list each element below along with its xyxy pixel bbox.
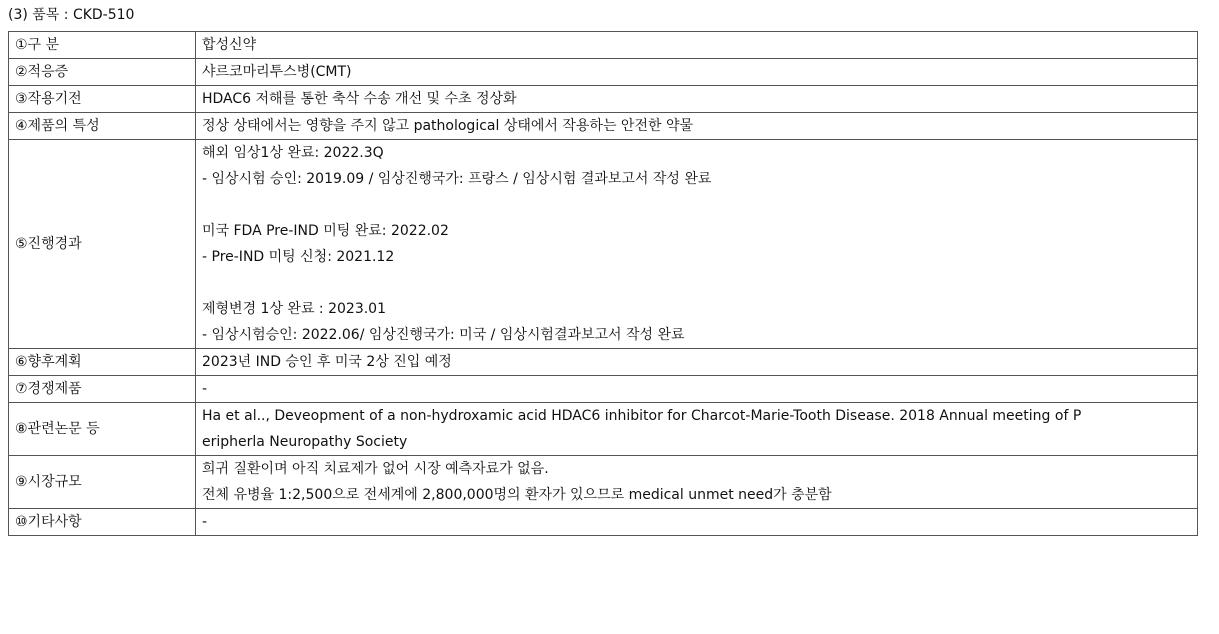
value-line: 전체 유병율 1:2,500으로 전세계에 2,800,000명의 환자가 있으므로 medical unmet need가 충분함: [202, 487, 832, 503]
row-value: [196, 456, 1198, 509]
value-line: - 임상시험승인: 2022.06/ 임상진행국가: 미국 / 임상시험결과보고서 작성 완료: [202, 327, 685, 343]
product-spec-table: [8, 31, 1198, 536]
value-line: 희귀 질환이며 아직 치료제가 없어 시장 예측자료가 없음.: [202, 461, 549, 477]
row-value: [196, 140, 1198, 349]
row-label: ⑤진행경과: [9, 140, 196, 349]
value-line: - Pre-IND 미팅 신청: 2021.12: [202, 249, 395, 265]
blank-line: [202, 192, 1191, 218]
table-row: [9, 113, 1198, 140]
row-label: ⑨시장규모: [9, 456, 196, 509]
table-row: [9, 349, 1198, 376]
row-label: ⑥향후계획: [9, 349, 196, 376]
row-value: [196, 113, 1198, 140]
row-label: ②적응증: [9, 59, 196, 86]
table-row: [9, 32, 1198, 59]
value-line: 2023년 IND 승인 후 미국 2상 진입 예정: [202, 354, 452, 370]
row-label: ④제품의 특성: [9, 113, 196, 140]
value-line: 제형변경 1상 완료 : 2023.01: [202, 301, 386, 317]
row-label: ⑧관련논문 등: [9, 403, 196, 456]
row-label: ③작용기전: [9, 86, 196, 113]
row-label: ⑩기타사항: [9, 509, 196, 536]
value-line: Ha et al.., Deveopment of a non-hydroxamic acid HDAC6 inhibitor for Charcot-Marie-Tooth Disease. 2018 Annual meeting of P: [202, 408, 1082, 424]
value-line: -: [202, 381, 208, 397]
row-value: [196, 509, 1198, 536]
item-heading: (3) 품목 : CKD-510: [8, 7, 135, 23]
value-line: -: [202, 514, 208, 530]
row-label: ①구 분: [9, 32, 196, 59]
value-line: 샤르코마리투스병(CMT): [202, 64, 352, 80]
blank-line: [202, 270, 1191, 296]
table-row: [9, 456, 1198, 509]
row-value: [196, 86, 1198, 113]
value-line: - 임상시험 승인: 2019.09 / 임상진행국가: 프랑스 / 임상시험 결과보고서 작성 완료: [202, 171, 712, 187]
row-value: [196, 349, 1198, 376]
row-value: [196, 403, 1198, 456]
table-row: [9, 509, 1198, 536]
table-row: [9, 376, 1198, 403]
value-line: 합성신약: [202, 37, 257, 53]
value-line: eripherla Neuropathy Society: [202, 434, 408, 450]
table-row: [9, 140, 1198, 349]
value-line: 정상 상태에서는 영향을 주지 않고 pathological 상태에서 작용하는 안전한 약물: [202, 118, 693, 134]
table-row: [9, 59, 1198, 86]
row-value: [196, 376, 1198, 403]
value-line: 해외 임상1상 완료: 2022.3Q: [202, 145, 384, 161]
value-line: HDAC6 저해를 통한 축삭 수송 개선 및 수초 정상화: [202, 91, 517, 107]
value-line: 미국 FDA Pre-IND 미팅 완료: 2022.02: [202, 223, 449, 239]
row-label: ⑦경쟁제품: [9, 376, 196, 403]
row-value: [196, 32, 1198, 59]
row-value: [196, 59, 1198, 86]
table-row: [9, 86, 1198, 113]
table-row: [9, 403, 1198, 456]
